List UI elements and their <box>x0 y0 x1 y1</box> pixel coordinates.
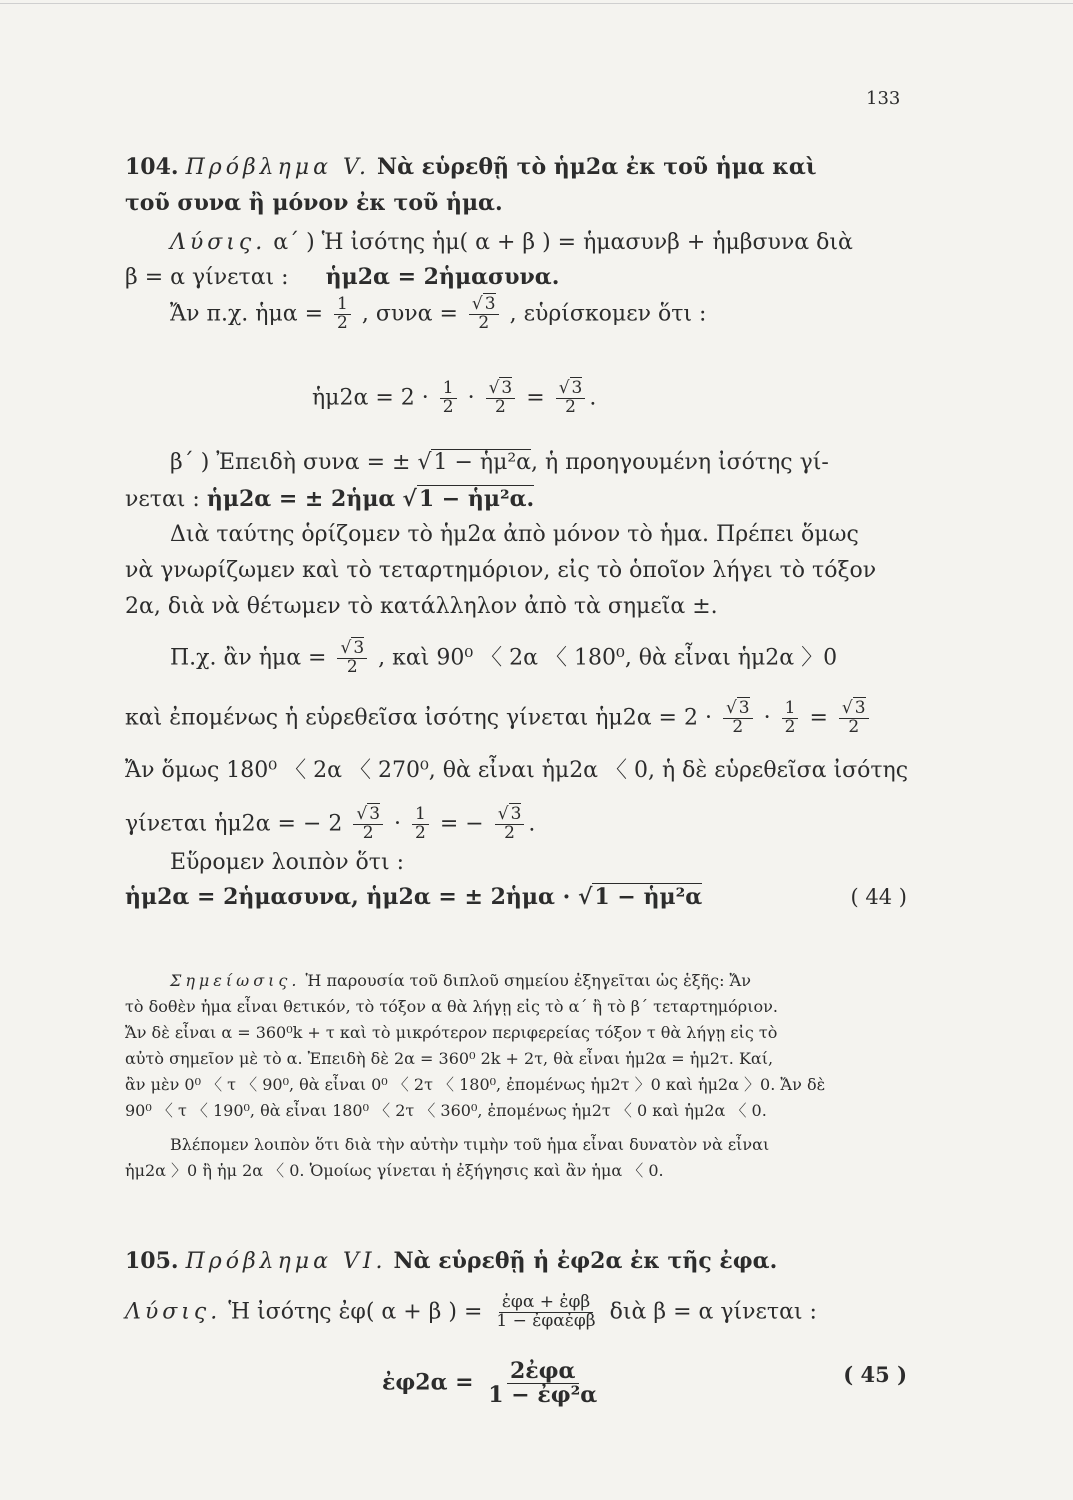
dot: · <box>763 705 771 731</box>
radicand: 3 <box>484 294 496 314</box>
text: α΄ ) Ἡ ἰσότης ἡμ( α + β ) = ἡμασυνβ + ἡμβσυνα διὰ <box>273 230 853 255</box>
fraction-one-half <box>782 700 799 737</box>
solution-label: Λύσις. <box>125 1299 222 1325</box>
fraction-one-half <box>440 380 457 417</box>
radical: √1 − ἡμ²α. <box>402 486 535 512</box>
fraction-one-half <box>412 806 429 843</box>
example-1-calc <box>312 380 596 417</box>
denominator: 2 <box>346 656 358 677</box>
section-104-title-cont: τοῦ συνα ἢ μόνον ἐκ τοῦ ἡμα. <box>125 190 503 216</box>
note-line-6: 90⁰ 〈 τ 〈 190⁰, θὰ εἶναι 180⁰ 〈 2τ 〈 360⁰, ἐπομένως ἡμ2τ 〈 0 καὶ ἡμ2α 〈 0. <box>125 1101 767 1120</box>
denominator: 2 <box>442 396 454 417</box>
numerator: √ 3 <box>486 380 516 399</box>
formula-lhs: ἐφ2α = <box>382 1369 474 1396</box>
text: , συνα = <box>361 301 458 327</box>
solution-b-line2 <box>125 484 534 515</box>
paragraph-line: νὰ γνωρίζωμεν καὶ τὸ τεταρτημόριον, εἰς τὸ ὁποῖον λήγει τὸ τόξον <box>125 558 877 583</box>
fraction-root3-half <box>723 700 753 737</box>
formula: ἡμ2α = 2ἡμασυνα, ἡμ2α = ± 2ἡμα · <box>125 884 571 910</box>
numerator: √ 3 <box>495 806 525 825</box>
example-2-line3: Ἄν ὅμως 180⁰ 〈 2α 〈 270⁰, θὰ εἶναι ἡμ2α 〈 0, ἡ δὲ εὑρεθεῖσα ἰσότης <box>125 758 909 783</box>
note-label: Σημείωσις. <box>170 971 301 990</box>
page-number: 133 <box>866 88 901 109</box>
solution-label: Λύσις. <box>170 230 267 255</box>
text: , καὶ 90⁰ 〈 2α 〈 180⁰, θὰ εἶναι ἡμ2α 〉0 <box>378 645 838 671</box>
section-title: Νὰ εὑρεθῇ τὸ ἡμ2α ἐκ τοῦ ἡμα καὶ <box>376 154 817 180</box>
denominator: 2 <box>362 822 374 843</box>
text: γίνεται ἡμ2α = − 2 <box>125 811 343 837</box>
equals: = <box>526 385 545 411</box>
dot: · <box>467 385 475 411</box>
fraction-root3-half <box>495 806 525 843</box>
denominator: 1 − ἐφαἐφβ <box>496 1310 596 1331</box>
period: . <box>528 811 536 837</box>
fraction-root3-half <box>469 296 499 333</box>
numerator: √ 3 <box>839 700 869 719</box>
minus-equals: = − <box>439 811 484 837</box>
radicand: 3 <box>738 698 750 718</box>
fraction-one-half <box>334 296 351 333</box>
text: Ἡ ἰσότης ἐφ( α + β ) = <box>228 1299 483 1325</box>
denominator: 2 <box>784 716 796 737</box>
fraction-tan-double <box>485 1360 600 1407</box>
section-105-solution <box>125 1294 817 1331</box>
numerator: 1 <box>782 700 799 719</box>
problem-label: Πρόβλημα V. <box>185 155 370 180</box>
radical: √1 − ἡμ²α <box>577 884 703 910</box>
numerator: √ 3 <box>723 700 753 719</box>
note-line-2: τὸ δοθὲν ἡμα εἶναι θετικόν, τὸ τόξον α θὰ λήγῃ εἰς τὸ α΄ ἢ τὸ β΄ τεταρτημόριον. <box>125 997 778 1016</box>
text: β΄ ) Ἐπειδὴ συνα = ± <box>170 450 411 475</box>
note-line-5: ἂν μὲν 0⁰ 〈 τ 〈 90⁰, θὰ εἶναι 0⁰ 〈 2τ 〈 180⁰, ἐπομένως ἡμ2τ 〉0 καὶ ἡμ2α 〉0. Ἄν δὲ <box>125 1075 826 1094</box>
top-edge-line <box>0 3 1073 4</box>
text: Ἡ παρουσία τοῦ διπλοῦ σημείου ἐξηγεῖται ὡς ἑξῆς: Ἄν <box>305 971 752 990</box>
radicand: 3 <box>854 698 866 718</box>
fraction-root3-half <box>839 700 869 737</box>
denominator: 2 <box>478 312 490 333</box>
conclusion-line: Εὕρομεν λοιπὸν ὅτι : <box>170 850 405 875</box>
example-2-line2 <box>125 700 873 737</box>
radicand: 1 − ἡμ²α. <box>418 486 535 512</box>
final-formulas <box>125 882 702 912</box>
denominator: 2 <box>504 822 515 843</box>
radicand: 1 − ἡμ²α <box>433 450 532 475</box>
solution-a-intro <box>170 228 853 258</box>
denominator: 2 <box>415 822 426 843</box>
radical: √1 − ἡμ²α <box>417 450 532 475</box>
radicand: 3 <box>369 804 381 824</box>
text: νεται : <box>125 487 200 512</box>
radicand: 3 <box>501 378 513 398</box>
text: Ἄν π.χ. ἡμα = <box>170 301 324 327</box>
numerator: 2ἐφα <box>507 1360 579 1384</box>
note-line-8: ἡμ2α 〉0 ἢ ἡμ 2α 〈 0. Ὁμοίως γίνεται ἡ ἐξήγησις καὶ ἂν ἡμα 〈 0. <box>125 1161 664 1180</box>
radicand: 1 − ἡμ²α <box>594 884 703 910</box>
paragraph-line: 2α, διὰ νὰ θέτωμεν τὸ κατάλληλον ἀπὸ τὰ σημεῖα ±. <box>125 594 718 619</box>
denominator: 2 <box>565 396 576 417</box>
denominator: 2 <box>732 716 744 737</box>
example-1 <box>170 296 706 333</box>
numerator: √ 3 <box>337 640 367 659</box>
solution-a-line2 <box>125 262 559 293</box>
fraction-root3-half <box>556 380 586 417</box>
note-line-7: Βλέπομεν λοιπὸν ὅτι διὰ τὴν αὐτὴν τιμὴν τοῦ ἡμα εἶναι δυνατὸν νὰ εἶναι <box>170 1135 770 1154</box>
numerator: √ 3 <box>469 296 499 315</box>
section-title: Νὰ εὑρεθῇ ἡ ἐφ2α ἐκ τῆς ἐφα. <box>393 1248 778 1274</box>
fraction-root3-half <box>353 806 383 843</box>
text: , ἡ προηγουμένη ἰσότης γί- <box>531 450 829 475</box>
radicand: 3 <box>571 378 583 398</box>
equation-number-44: ( 44 ) <box>850 885 907 909</box>
note-line-3: Ἄν δὲ εἶναι α = 360⁰k + τ καὶ τὸ μικρότερον περιφερείας τόξον τ θὰ λήγῃ εἰς τὸ <box>125 1023 778 1042</box>
text: ἡμ2α = 2 · <box>312 385 429 411</box>
formula: ἡμ2α = ± 2ἡμα <box>206 486 396 512</box>
numerator: 1 <box>412 806 429 825</box>
fraction-root3-half <box>337 640 367 677</box>
paragraph-line: Διὰ ταύτης ὁρίζομεν τὸ ἡμ2α ἀπὸ μόνον τὸ ἡμα. Πρέπει ὅμως <box>170 522 859 547</box>
denominator: 2 <box>848 716 860 737</box>
radicand: 3 <box>510 804 522 824</box>
radicand: 3 <box>353 638 365 658</box>
period: . <box>589 385 597 411</box>
double-angle-formula: ἡμ2α = 2ἡμασυνα. <box>325 264 560 290</box>
solution-b-line1 <box>170 448 829 478</box>
problem-label: Πρόβλημα VI. <box>185 1249 387 1274</box>
note-line-1 <box>170 970 751 992</box>
numerator: 1 <box>440 380 457 399</box>
section-number: 105. <box>125 1248 179 1274</box>
denominator: 1 − ἐφ²α <box>488 1382 598 1409</box>
text: καὶ ἐπομένως ἡ εὑρεθεῖσα ἰσότης γίνεται ἡμ2α = 2 · <box>125 705 712 731</box>
note-line-4: αὐτὸ σημεῖον μὲ τὸ α. Ἐπειδὴ δὲ 2α = 360⁰ 2k + 2τ, θὰ εἶναι ἡμ2α = ἡμ2τ. Καί, <box>125 1049 774 1068</box>
text: β = α γίνεται : <box>125 265 289 290</box>
equals: = <box>809 705 828 731</box>
section-number: 104. <box>125 154 179 180</box>
numerator: 1 <box>334 296 351 315</box>
equation-number-45: ( 45 ) <box>843 1362 907 1387</box>
denominator: 2 <box>495 396 506 417</box>
dot: · <box>394 811 402 837</box>
numerator: ἐφα + ἐφβ <box>499 1294 593 1313</box>
section-105-heading <box>125 1246 777 1277</box>
tan-double-angle-formula <box>382 1360 604 1407</box>
text: διὰ β = α γίνεται : <box>609 1299 817 1325</box>
fraction-root3-half <box>486 380 516 417</box>
text: Π.χ. ἂν ἡμα = <box>170 645 327 671</box>
section-104-heading <box>125 152 816 183</box>
example-2-line4 <box>125 806 535 843</box>
numerator: √ 3 <box>353 806 383 825</box>
denominator: 2 <box>337 312 348 333</box>
example-2-line1 <box>170 640 837 677</box>
fraction-tan-sum <box>493 1294 598 1331</box>
text: , εὑρίσκομεν ὅτι : <box>509 301 707 327</box>
numerator: √ 3 <box>556 380 586 399</box>
